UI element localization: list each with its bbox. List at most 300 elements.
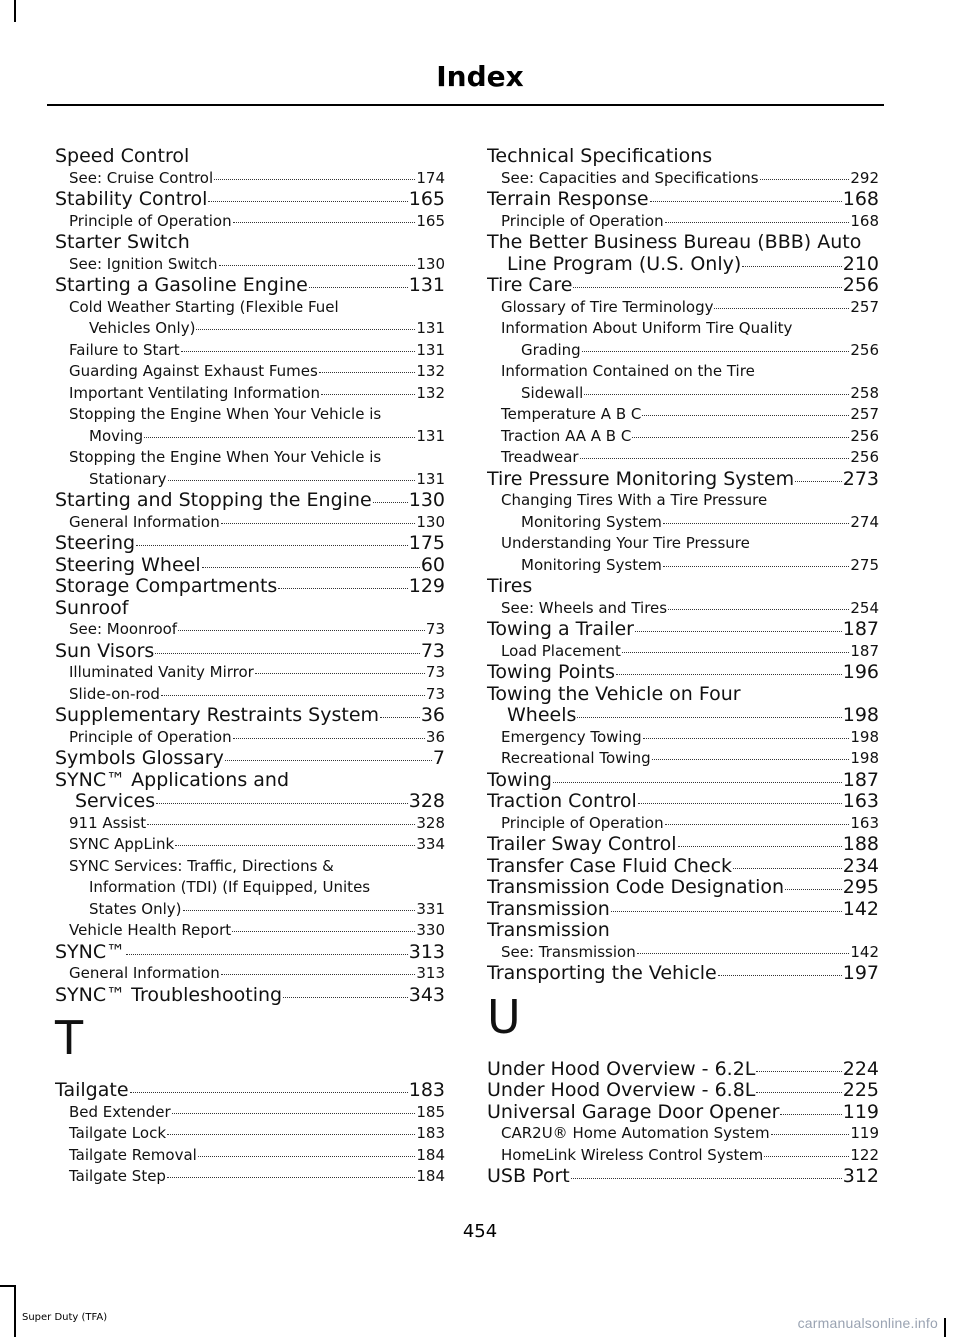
index-entry — [55, 791, 445, 813]
entry-page: 187 — [842, 769, 879, 791]
entry-text: Universal Garage Door Opener — [487, 1101, 780, 1123]
index-entry — [487, 598, 879, 620]
index-entry-wrapped — [55, 404, 445, 447]
dot-leader — [638, 803, 842, 804]
entry-text-line: Information Contained on the Tire — [501, 362, 755, 380]
index-entry — [501, 512, 879, 534]
entry-page: 131 — [416, 340, 445, 359]
index-entry — [55, 146, 445, 168]
dot-leader — [573, 287, 841, 288]
index-entry — [487, 1102, 879, 1124]
entry-page: 258 — [850, 383, 879, 402]
page-title: Index — [436, 60, 524, 93]
index-entry — [55, 1166, 445, 1188]
entry-page: 198 — [850, 727, 879, 746]
entry-text: Treadwear — [501, 448, 579, 466]
index-entry — [487, 254, 879, 276]
index-entry — [487, 1123, 879, 1145]
dot-leader — [181, 351, 416, 352]
index-entry — [487, 942, 879, 964]
dot-leader — [668, 609, 849, 610]
entry-text: See: Capacities and Specifications — [501, 168, 759, 187]
entry-text: 911 Assist — [69, 813, 147, 832]
index-entry — [55, 619, 445, 641]
entry-text-line: Towing the Vehicle on Four — [487, 682, 741, 705]
index-entry — [487, 727, 879, 749]
dot-leader — [319, 372, 416, 373]
entry-text: Sunroof — [55, 597, 129, 619]
entry-text: Transporting the Vehicle — [487, 963, 717, 984]
entry-page: 163 — [842, 791, 879, 812]
entry-page: 73 — [425, 620, 445, 638]
dot-leader — [225, 760, 432, 761]
entry-text: Principle of Operation — [69, 727, 232, 746]
index-entry — [487, 1166, 879, 1188]
index-entry — [55, 1123, 445, 1145]
index-entry-wrapped — [487, 684, 879, 727]
section-letter: U — [487, 989, 521, 1044]
dot-leader — [278, 588, 407, 589]
index-entry — [487, 705, 879, 727]
entry-page: 132 — [416, 383, 445, 402]
entry-text-line: SYNC Services: Traffic, Directions & — [69, 856, 334, 875]
entry-page: 122 — [850, 1145, 879, 1164]
entry-text: Vehicles Only) — [89, 319, 196, 337]
index-column-right — [487, 146, 879, 1188]
dot-leader — [167, 1134, 415, 1135]
dot-leader — [652, 759, 850, 760]
dot-leader — [380, 717, 420, 718]
index-entry — [55, 813, 445, 835]
index-entry-wrapped — [55, 856, 445, 921]
index-entry — [487, 834, 879, 856]
dot-leader — [168, 480, 416, 481]
index-entry-wrapped — [55, 297, 445, 340]
entry-text: Grading — [521, 340, 581, 359]
entry-text: Towing Points — [487, 662, 616, 683]
entry-page: 73 — [425, 663, 445, 681]
entry-text-line: Stopping the Engine When Your Vehicle is — [69, 448, 382, 466]
index-entry — [487, 146, 879, 168]
entry-text: Starter Switch — [55, 232, 190, 253]
entry-page: 295 — [842, 877, 879, 898]
entry-page: 60 — [420, 554, 445, 576]
index-entry — [69, 469, 445, 491]
index-entry — [69, 899, 445, 921]
entry-text: SYNC™ — [55, 941, 126, 963]
entry-text: Bed Extender — [69, 1102, 171, 1121]
dot-leader — [221, 523, 416, 524]
dot-leader — [214, 179, 415, 180]
entry-page: 343 — [408, 984, 445, 1006]
entry-page: 168 — [842, 189, 879, 210]
index-entry — [501, 383, 879, 405]
entry-text: HomeLink Wireless Control System — [501, 1145, 764, 1164]
index-entry-wrapped — [487, 490, 879, 533]
entry-text: Transmission Code Designation — [487, 877, 785, 898]
index-entry — [487, 469, 879, 491]
dot-leader — [642, 415, 849, 416]
dot-leader — [155, 653, 420, 654]
entry-page: 274 — [850, 512, 879, 531]
index-entry — [55, 189, 445, 211]
header-rule — [47, 104, 884, 106]
entry-text: USB Port — [487, 1166, 570, 1187]
dot-leader — [221, 974, 416, 975]
entry-text: CAR2U® Home Automation System — [501, 1124, 770, 1142]
entry-text-line: Cold Weather Starting (Flexible Fuel — [69, 297, 339, 316]
entry-page: 210 — [842, 253, 879, 275]
entry-page: 183 — [416, 1124, 445, 1142]
entry-page: 168 — [850, 211, 879, 230]
entry-text: Tires — [487, 576, 533, 597]
entry-text: Sun Visors — [55, 640, 155, 662]
dot-leader — [232, 931, 415, 932]
index-entry — [55, 662, 445, 684]
entry-text: Trailer Sway Control — [487, 834, 677, 855]
index-entry — [55, 383, 445, 405]
dot-leader — [147, 824, 415, 825]
entry-page: 131 — [408, 275, 445, 296]
entry-page: 257 — [850, 405, 879, 423]
entry-text: Traction Control — [487, 791, 637, 812]
entry-text: Guarding Against Exhaust Fumes — [69, 362, 318, 380]
index-entry — [487, 619, 879, 641]
dot-leader — [233, 738, 425, 739]
entry-page: 163 — [850, 813, 879, 832]
dot-leader — [764, 1156, 849, 1157]
dot-leader — [202, 567, 420, 568]
index-entry — [501, 340, 879, 362]
entry-text: Stability Control — [55, 189, 208, 210]
entry-page: 292 — [850, 168, 879, 187]
dot-leader — [756, 1092, 841, 1093]
entry-text: Moving — [89, 426, 144, 445]
entry-page: 334 — [416, 835, 445, 853]
dot-leader — [663, 523, 849, 524]
entry-text-line: Changing Tires With a Tire Pressure — [501, 491, 768, 509]
dot-leader — [678, 846, 842, 847]
index-entry — [55, 168, 445, 190]
entry-text: General Information — [69, 512, 220, 531]
dot-leader — [756, 1071, 841, 1072]
footer-text: Super Duty (TFA) — [22, 1312, 108, 1323]
index-entry — [55, 512, 445, 534]
entry-text: See: Transmission — [501, 942, 636, 961]
watermark: carmanualsonline.info — [797, 1315, 938, 1331]
dot-leader — [785, 889, 842, 890]
entry-text: Steering Wheel — [55, 554, 201, 576]
dot-leader — [167, 1177, 415, 1178]
dot-leader — [126, 954, 408, 955]
entry-page: 175 — [408, 533, 445, 554]
index-entry — [487, 662, 879, 684]
index-entry — [487, 404, 879, 426]
dot-leader — [650, 201, 842, 202]
index-entry — [487, 770, 879, 792]
index-entry — [487, 275, 879, 297]
entry-text: Under Hood Overview - 6.2L — [487, 1058, 756, 1080]
entry-text: Towing a Trailer — [487, 619, 634, 640]
entry-text: States Only) — [89, 899, 182, 918]
index-entry — [487, 748, 879, 770]
entry-page: 73 — [425, 684, 445, 703]
index-column-left — [55, 146, 445, 1188]
entry-page: 198 — [850, 749, 879, 767]
index-entry — [55, 1102, 445, 1124]
entry-text-line: SYNC™ Applications and — [55, 768, 290, 791]
entry-page: 7 — [432, 748, 445, 769]
entry-text: Starting a Gasoline Engine — [55, 275, 308, 296]
entry-page: 142 — [850, 942, 879, 961]
crop-mark-top-left — [14, 0, 16, 22]
dot-leader — [584, 394, 849, 395]
dot-leader — [780, 1114, 841, 1115]
entry-text: Transmission — [487, 898, 610, 920]
dot-leader — [760, 179, 850, 180]
dot-leader — [733, 868, 842, 869]
index-entry-wrapped — [55, 447, 445, 490]
entry-text-line: Information About Uniform Tire Quality — [501, 319, 793, 337]
dot-leader — [144, 437, 415, 438]
entry-text: Failure to Start — [69, 340, 180, 359]
entry-page: 131 — [416, 426, 445, 445]
entry-text: Towing — [487, 769, 552, 791]
entry-page: 183 — [408, 1080, 445, 1101]
index-entry — [487, 189, 879, 211]
entry-text: See: Wheels and Tires — [501, 598, 668, 617]
dot-leader — [714, 308, 849, 309]
index-entry — [487, 168, 879, 190]
entry-text-line: Stopping the Engine When Your Vehicle is — [69, 405, 382, 423]
entry-page: 130 — [408, 490, 445, 511]
entry-page: 132 — [416, 362, 445, 380]
entry-text: Recreational Towing — [501, 749, 651, 767]
dot-leader — [663, 566, 849, 567]
dot-leader — [577, 717, 841, 718]
entry-text: See: Ignition Switch — [69, 254, 218, 273]
entry-text: Services — [75, 791, 156, 812]
dot-leader — [665, 222, 850, 223]
entry-text: Symbols Glossary — [55, 748, 224, 769]
dot-leader — [255, 673, 425, 674]
entry-text: See: Moonroof — [69, 620, 178, 638]
index-entry-wrapped — [487, 318, 879, 361]
dot-leader — [616, 674, 842, 675]
entry-text: Principle of Operation — [69, 211, 232, 230]
index-entry — [487, 877, 879, 899]
index-entry — [55, 598, 445, 620]
index-entry — [55, 1145, 445, 1167]
dot-leader — [161, 695, 425, 696]
dot-leader — [196, 329, 415, 330]
index-entry — [55, 340, 445, 362]
entry-text: Tailgate — [55, 1080, 129, 1101]
dot-leader — [643, 738, 850, 739]
entry-page: 256 — [850, 340, 879, 359]
dot-leader — [208, 201, 407, 202]
dot-leader — [632, 437, 849, 438]
entry-page: 187 — [850, 641, 879, 660]
dot-leader — [580, 458, 850, 459]
entry-page: 119 — [842, 1101, 879, 1123]
entry-text: Transmission — [487, 920, 610, 941]
entry-page: 165 — [408, 189, 445, 210]
index-entry — [55, 555, 445, 577]
entry-page: 273 — [842, 468, 879, 490]
dot-leader — [178, 630, 425, 631]
index-entry-wrapped — [487, 533, 879, 576]
entry-page: 256 — [850, 426, 879, 445]
dot-leader — [156, 803, 408, 804]
dot-leader — [130, 1092, 408, 1093]
entry-page: 130 — [416, 512, 445, 531]
index-entry — [487, 426, 879, 448]
entry-text: Line Program (U.S. Only) — [507, 253, 742, 275]
entry-text-line: The Better Business Bureau (BBB) Auto — [487, 231, 862, 253]
index-entry — [487, 447, 879, 469]
dot-leader — [665, 824, 850, 825]
index-entry — [55, 275, 445, 297]
entry-text: Important Ventilating Information — [69, 383, 321, 402]
entry-text: Transfer Case Fluid Check — [487, 855, 733, 877]
index-entry — [55, 641, 445, 663]
entry-page: 256 — [842, 275, 879, 296]
entry-page: 198 — [842, 705, 879, 726]
entry-text: Wheels — [507, 705, 577, 726]
dot-leader — [373, 502, 408, 503]
index-entry — [487, 1059, 879, 1081]
page-number: 454 — [462, 1221, 498, 1242]
index-entry — [55, 533, 445, 555]
index-entry — [55, 684, 445, 706]
entry-page: 165 — [416, 211, 445, 230]
entry-page: 184 — [416, 1167, 445, 1185]
index-entry — [55, 985, 445, 1007]
entry-text-line: Information (TDI) (If Equipped, Unites — [89, 878, 371, 896]
entry-text-line: Understanding Your Tire Pressure — [501, 534, 750, 552]
entry-page: 73 — [420, 640, 445, 662]
entry-page: 254 — [850, 598, 879, 617]
entry-page: 129 — [408, 576, 445, 597]
index-entry — [55, 254, 445, 276]
entry-text: SYNC™ Troubleshooting — [55, 984, 283, 1006]
entry-text: Steering — [55, 533, 136, 554]
entry-page: 131 — [416, 319, 445, 337]
entry-text: See: Cruise Control — [69, 168, 214, 187]
entry-text: Tailgate Removal — [69, 1145, 197, 1164]
index-entry — [487, 856, 879, 878]
index-entry-wrapped — [487, 232, 879, 275]
dot-leader — [553, 782, 842, 783]
entry-text: Traction AA A B C — [501, 426, 632, 445]
entry-text: Monitoring System — [521, 512, 662, 531]
index-entry — [487, 297, 879, 319]
entry-text: Under Hood Overview - 6.8L — [487, 1080, 756, 1101]
entry-text: Tire Care — [487, 275, 573, 296]
index-entry — [487, 641, 879, 663]
index-entry — [487, 1080, 879, 1102]
index-entry — [69, 318, 445, 340]
index-entry — [487, 899, 879, 921]
index-entry — [55, 490, 445, 512]
index-entry — [501, 555, 879, 577]
index-entry-wrapped — [487, 361, 879, 404]
dot-leader — [219, 265, 416, 266]
entry-text: Tailgate Step — [69, 1167, 166, 1185]
entry-page: 313 — [416, 964, 445, 982]
entry-page: 257 — [850, 297, 879, 316]
entry-page: 119 — [850, 1124, 879, 1142]
dot-leader — [283, 997, 408, 998]
index-entry — [55, 361, 445, 383]
entry-page: 224 — [842, 1058, 879, 1080]
entry-text: Slide-on-rod — [69, 684, 160, 703]
entry-text: Temperature A B C — [501, 405, 642, 423]
entry-page: 174 — [416, 168, 445, 187]
entry-page: 187 — [842, 619, 879, 640]
entry-text: SYNC AppLink — [69, 835, 175, 853]
dot-leader — [582, 351, 850, 352]
entry-page: 312 — [842, 1166, 879, 1187]
entry-page: 328 — [408, 791, 445, 812]
entry-text: Principle of Operation — [501, 813, 664, 832]
dot-leader — [233, 222, 416, 223]
entry-text: Glossary of Tire Terminology — [501, 297, 714, 316]
index-entry — [487, 920, 879, 942]
crop-mark-bottom-left-h — [0, 1285, 16, 1287]
entry-text: Load Placement — [501, 641, 621, 660]
index-entry — [487, 963, 879, 985]
index-entry — [487, 1145, 879, 1167]
index-entry — [55, 232, 445, 254]
entry-text: Technical Specifications — [487, 146, 713, 167]
entry-text: Emergency Towing — [501, 727, 642, 746]
dot-leader — [172, 1113, 416, 1114]
entry-page: 328 — [416, 813, 445, 832]
index-entry — [55, 920, 445, 942]
entry-page: 275 — [850, 555, 879, 574]
entry-page: 185 — [416, 1102, 445, 1121]
dot-leader — [198, 1156, 416, 1157]
entry-text: Principle of Operation — [501, 211, 664, 230]
index-entry — [487, 813, 879, 835]
crop-mark-bottom-right — [944, 1318, 946, 1337]
entry-page: 130 — [416, 254, 445, 273]
entry-text: Stationary — [89, 469, 167, 488]
index-entry — [55, 727, 445, 749]
entry-page: 196 — [842, 662, 879, 683]
index-entry — [55, 942, 445, 964]
entry-text: Storage Compartments — [55, 576, 278, 597]
index-entry-wrapped — [55, 770, 445, 813]
index-entry — [55, 576, 445, 598]
entry-page: 142 — [842, 898, 879, 920]
dot-leader — [309, 287, 408, 288]
entry-page: 36 — [425, 727, 445, 746]
entry-text: Vehicle Health Report — [69, 921, 232, 939]
entry-text: Supplementary Restraints System — [55, 705, 380, 726]
dot-leader — [136, 545, 408, 546]
entry-page: 330 — [416, 921, 445, 939]
dot-leader — [635, 631, 842, 632]
entry-page: 188 — [842, 834, 879, 855]
dot-leader — [742, 266, 841, 267]
index-entry — [487, 576, 879, 598]
dot-leader — [611, 911, 842, 912]
dot-leader — [771, 1134, 850, 1135]
entry-page: 197 — [842, 963, 879, 984]
